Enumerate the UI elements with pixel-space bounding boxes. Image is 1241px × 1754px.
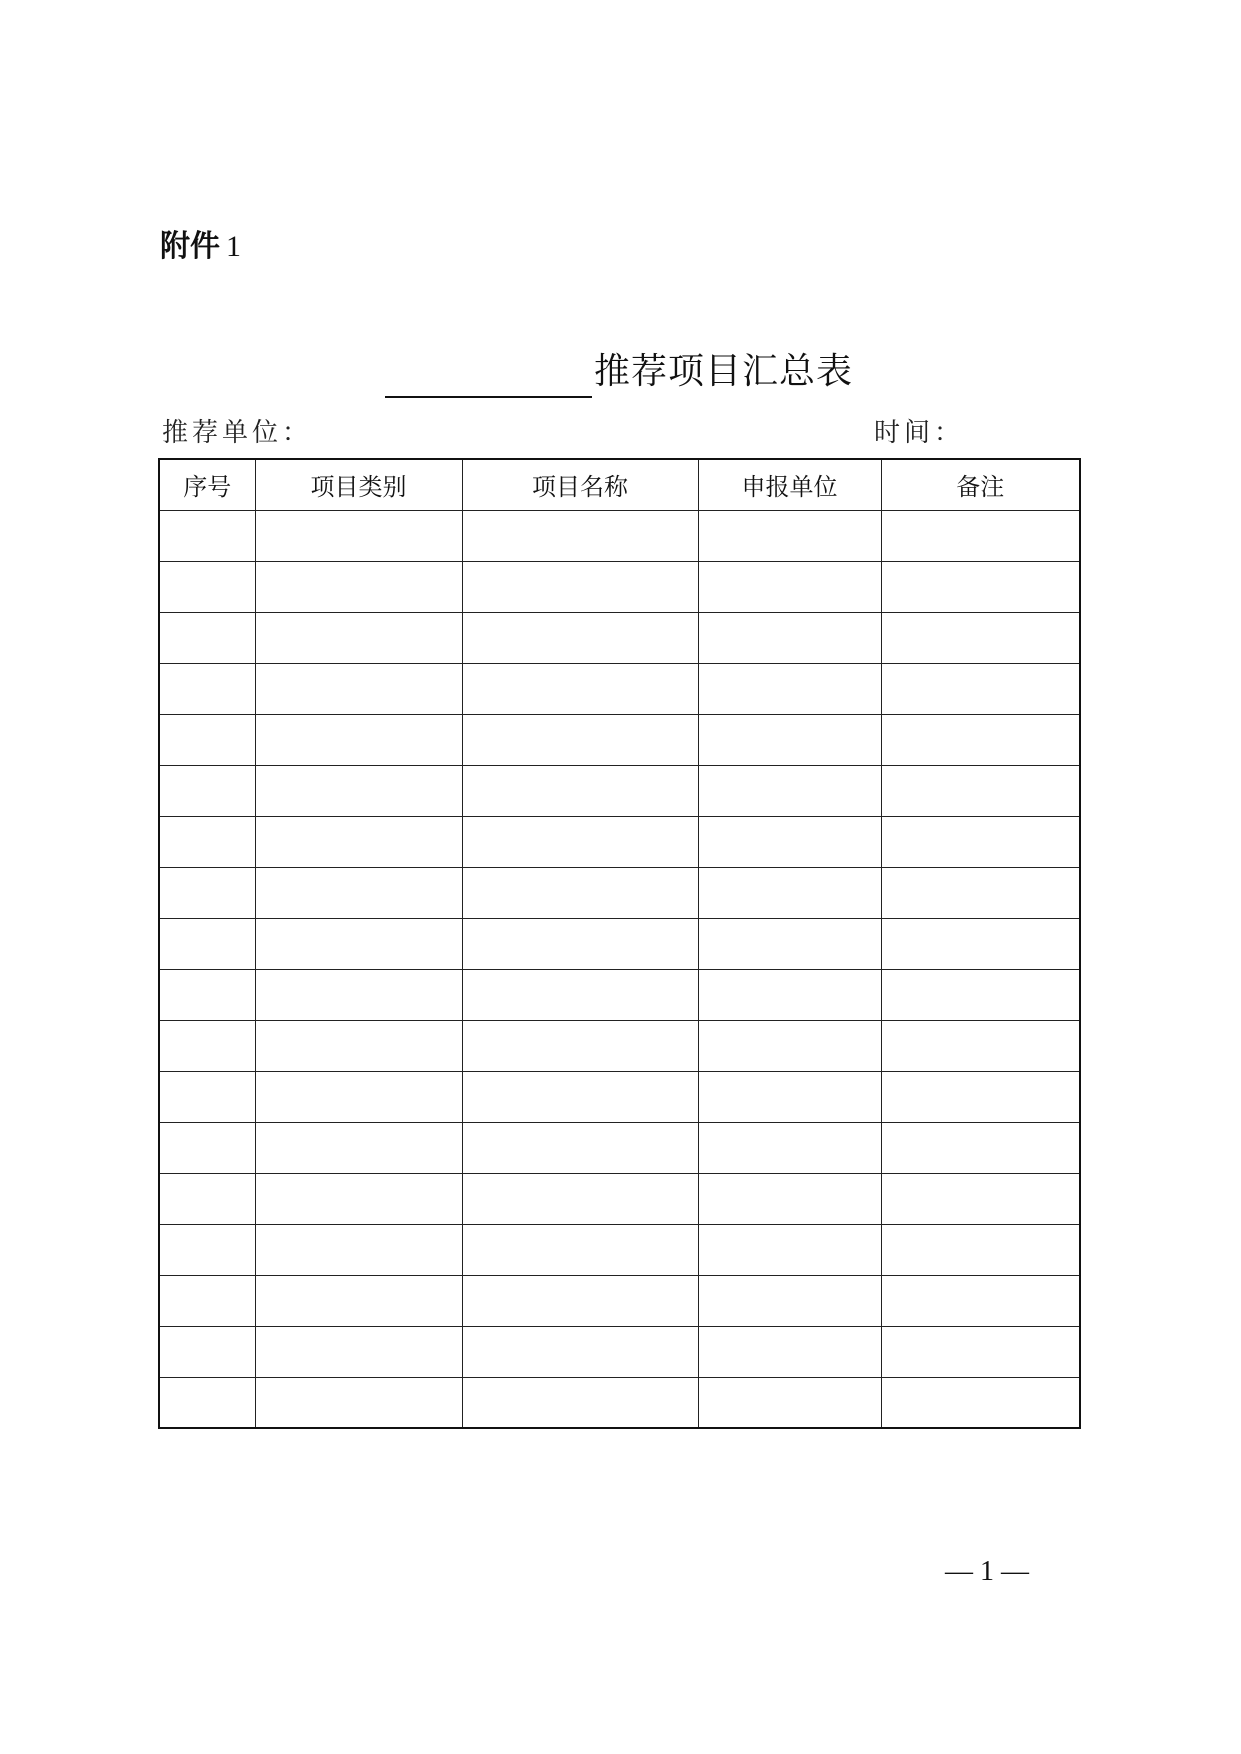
table-row	[159, 918, 1080, 969]
table-cell[interactable]	[881, 1020, 1080, 1071]
table-cell[interactable]	[462, 1224, 698, 1275]
table-cell[interactable]	[255, 1020, 462, 1071]
table-cell[interactable]	[462, 816, 698, 867]
table-cell[interactable]	[255, 1275, 462, 1326]
table-cell[interactable]	[462, 510, 698, 561]
table-row	[159, 561, 1080, 612]
table-body	[159, 510, 1080, 1428]
table-row	[159, 1020, 1080, 1071]
table-cell[interactable]	[159, 714, 255, 765]
table-cell[interactable]	[159, 1122, 255, 1173]
table-cell[interactable]	[255, 765, 462, 816]
table-cell[interactable]	[698, 663, 881, 714]
table-cell[interactable]	[159, 612, 255, 663]
table-cell[interactable]	[255, 1326, 462, 1377]
table-cell[interactable]	[881, 1173, 1080, 1224]
table-header-row	[159, 459, 1080, 510]
table-row	[159, 714, 1080, 765]
table-cell[interactable]	[462, 1326, 698, 1377]
table-cell[interactable]	[255, 918, 462, 969]
table-cell[interactable]	[462, 663, 698, 714]
table-cell[interactable]	[255, 561, 462, 612]
column-header-applicant: 申报单位	[698, 459, 881, 510]
attachment-label-text: 附件	[160, 229, 220, 264]
table-cell[interactable]	[698, 1071, 881, 1122]
table-cell[interactable]	[159, 1377, 255, 1428]
table-cell[interactable]	[159, 969, 255, 1020]
table-row	[159, 867, 1080, 918]
table-cell[interactable]	[881, 1377, 1080, 1428]
table-cell[interactable]	[881, 1122, 1080, 1173]
table-cell[interactable]	[698, 867, 881, 918]
table-cell[interactable]	[881, 816, 1080, 867]
table-cell[interactable]	[159, 918, 255, 969]
table-row	[159, 1326, 1080, 1377]
column-header-remarks: 备注	[881, 459, 1080, 510]
time-label: 时间：	[874, 418, 965, 448]
table-cell[interactable]	[698, 816, 881, 867]
table-cell[interactable]	[462, 1122, 698, 1173]
table-cell[interactable]	[462, 867, 698, 918]
table-row	[159, 510, 1080, 561]
table-row	[159, 612, 1080, 663]
table-cell[interactable]	[881, 765, 1080, 816]
table-cell[interactable]	[881, 561, 1080, 612]
table-cell[interactable]	[881, 918, 1080, 969]
table-cell[interactable]	[255, 612, 462, 663]
table-row	[159, 1275, 1080, 1326]
table-cell[interactable]	[159, 1326, 255, 1377]
summary-table	[158, 458, 1081, 1429]
table-cell[interactable]	[698, 510, 881, 561]
table-cell[interactable]	[159, 561, 255, 612]
table-cell[interactable]	[698, 1326, 881, 1377]
table-row	[159, 816, 1080, 867]
table-cell[interactable]	[698, 1224, 881, 1275]
table-cell[interactable]	[255, 1377, 462, 1428]
table-cell[interactable]	[159, 663, 255, 714]
table-cell[interactable]	[159, 1071, 255, 1122]
table-row	[159, 1224, 1080, 1275]
table-cell[interactable]	[698, 714, 881, 765]
column-header-serial: 序号	[159, 459, 255, 510]
table-row	[159, 1122, 1080, 1173]
table-cell[interactable]	[255, 816, 462, 867]
table-cell[interactable]	[255, 1224, 462, 1275]
table-cell[interactable]	[881, 1071, 1080, 1122]
table-cell[interactable]	[462, 918, 698, 969]
recommending-unit-label: 推荐单位：	[162, 418, 313, 448]
table-cell[interactable]	[462, 969, 698, 1020]
table-cell[interactable]	[698, 969, 881, 1020]
table-cell[interactable]	[159, 867, 255, 918]
table-cell[interactable]	[881, 1326, 1080, 1377]
table-cell[interactable]	[462, 714, 698, 765]
table-cell[interactable]	[881, 714, 1080, 765]
table-cell[interactable]	[255, 969, 462, 1020]
table-cell[interactable]	[698, 1377, 881, 1428]
table-cell[interactable]	[159, 1173, 255, 1224]
table-cell[interactable]	[255, 1122, 462, 1173]
table-cell[interactable]	[698, 1122, 881, 1173]
table-cell[interactable]	[159, 816, 255, 867]
table-cell[interactable]	[881, 510, 1080, 561]
table-cell[interactable]	[698, 1275, 881, 1326]
table-cell[interactable]	[255, 1071, 462, 1122]
table-cell[interactable]	[255, 714, 462, 765]
table-cell[interactable]	[462, 1071, 698, 1122]
table-cell[interactable]	[159, 765, 255, 816]
page-number-text: — 1 —	[945, 1556, 1029, 1587]
table-cell[interactable]	[698, 1020, 881, 1071]
table-cell[interactable]	[698, 765, 881, 816]
table-cell[interactable]	[255, 867, 462, 918]
table-cell[interactable]	[881, 1275, 1080, 1326]
table-row	[159, 1377, 1080, 1428]
table-cell[interactable]	[881, 663, 1080, 714]
table-cell[interactable]	[881, 969, 1080, 1020]
table-cell[interactable]	[462, 561, 698, 612]
attachment-number: 1	[226, 230, 241, 263]
table-cell[interactable]	[462, 612, 698, 663]
table-row	[159, 1173, 1080, 1224]
table-cell[interactable]	[698, 918, 881, 969]
table-cell[interactable]	[462, 1020, 698, 1071]
table-cell[interactable]	[462, 765, 698, 816]
attachment-label	[160, 229, 241, 264]
table-row	[159, 969, 1080, 1020]
table-cell[interactable]	[255, 663, 462, 714]
table-cell[interactable]	[462, 1173, 698, 1224]
table-cell[interactable]	[255, 510, 462, 561]
table-cell[interactable]	[159, 1275, 255, 1326]
table-row	[159, 765, 1080, 816]
table-cell[interactable]	[159, 1020, 255, 1071]
table-cell[interactable]	[462, 1275, 698, 1326]
table-cell[interactable]	[881, 867, 1080, 918]
table-cell[interactable]	[159, 1224, 255, 1275]
column-header-category: 项目类别	[255, 459, 462, 510]
table-cell[interactable]	[159, 510, 255, 561]
table-cell[interactable]	[881, 1224, 1080, 1275]
table-row	[159, 1071, 1080, 1122]
title-fill-in-blank[interactable]	[385, 396, 592, 398]
table-cell[interactable]	[881, 612, 1080, 663]
column-header-name: 项目名称	[462, 459, 698, 510]
table-cell[interactable]	[698, 612, 881, 663]
page-title-text: 推荐项目汇总表	[594, 351, 854, 392]
table-cell[interactable]	[462, 1377, 698, 1428]
table-row	[159, 663, 1080, 714]
table-cell[interactable]	[698, 561, 881, 612]
table-cell[interactable]	[255, 1173, 462, 1224]
table-cell[interactable]	[698, 1173, 881, 1224]
